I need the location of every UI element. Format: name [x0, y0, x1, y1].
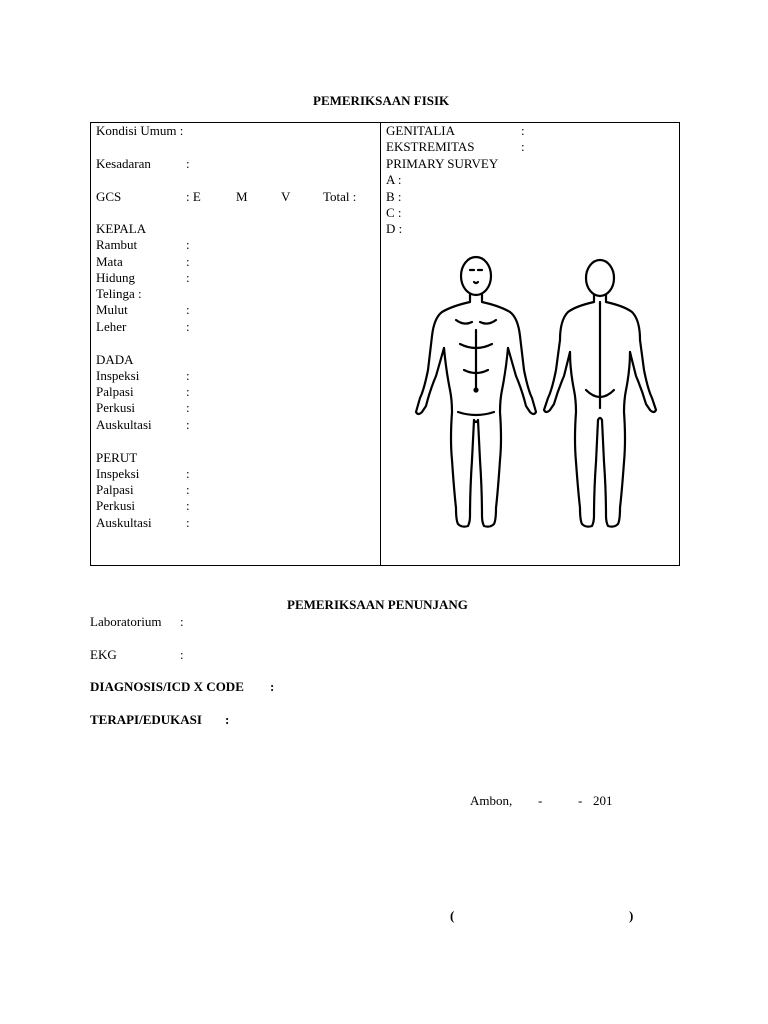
- perut-item-colon: :: [186, 482, 190, 497]
- survey-b-label: B :: [386, 189, 402, 204]
- dada-item-label: Palpasi: [96, 384, 134, 399]
- ekstremitas-colon: :: [521, 139, 525, 154]
- signature-open-paren: (: [450, 908, 455, 923]
- ekg-colon: :: [180, 647, 184, 662]
- dada-item-colon: :: [186, 417, 190, 432]
- dada-item-label: Perkusi: [96, 400, 135, 415]
- genitalia-label: GENITALIA: [386, 123, 455, 138]
- penunjang-title: PEMERIKSAAN PENUNJANG: [287, 597, 468, 612]
- signature-year: 201: [593, 793, 613, 808]
- dada-item-colon: :: [186, 368, 190, 383]
- dada-item-colon: :: [186, 400, 190, 415]
- body-back-figure: [544, 260, 656, 527]
- kepala-heading: KEPALA: [96, 221, 147, 236]
- kepala-item-label: Telinga :: [96, 286, 142, 301]
- kepala-item-colon: :: [186, 237, 190, 252]
- perut-item-label: Auskultasi: [96, 515, 152, 530]
- gcs-m: M: [236, 189, 248, 204]
- signature-close-paren: ): [629, 908, 634, 923]
- table-divider: [380, 122, 381, 566]
- diagnosis-label: DIAGNOSIS/ICD X CODE: [90, 679, 244, 694]
- signature-date-dash: -: [578, 793, 583, 808]
- kesadaran-label: Kesadaran: [96, 156, 151, 171]
- kepala-item-colon: :: [186, 270, 190, 285]
- perut-heading: PERUT: [96, 450, 138, 465]
- laboratorium-label: Laboratorium: [90, 614, 162, 629]
- survey-a-label: A :: [386, 172, 402, 187]
- diagnosis-colon: :: [270, 679, 275, 694]
- kepala-item-label: Leher: [96, 319, 127, 334]
- survey-c-label: C :: [386, 205, 402, 220]
- body-front-figure: [416, 257, 536, 527]
- signature-place: Ambon,: [470, 793, 513, 808]
- gcs-label: GCS: [96, 189, 122, 204]
- kepala-item-label: Mulut: [96, 302, 128, 317]
- kepala-item-colon: :: [186, 319, 190, 334]
- dada-heading: DADA: [96, 352, 134, 367]
- laboratorium-colon: :: [180, 614, 184, 629]
- gcs-e: : E: [186, 189, 201, 204]
- terapi-label: TERAPI/EDUKASI: [90, 712, 202, 727]
- perut-item-colon: :: [186, 515, 190, 530]
- ekg-label: EKG: [90, 647, 117, 662]
- perut-item-label: Perkusi: [96, 498, 135, 513]
- signature-date-dash: -: [538, 793, 543, 808]
- ekstremitas-label: EKSTREMITAS: [386, 139, 475, 154]
- gcs-total: Total :: [323, 189, 357, 204]
- perut-item-label: Inspeksi: [96, 466, 140, 481]
- genitalia-colon: :: [521, 123, 525, 138]
- terapi-colon: :: [225, 712, 230, 727]
- kesadaran-colon: :: [186, 156, 190, 171]
- kepala-item-label: Hidung: [96, 270, 135, 285]
- kepala-item-label: Mata: [96, 254, 123, 269]
- human-body-front-back-icon: [400, 240, 676, 562]
- primary-survey-label: PRIMARY SURVEY: [386, 156, 499, 171]
- dada-item-colon: :: [186, 384, 190, 399]
- gcs-v: V: [281, 189, 291, 204]
- perut-item-colon: :: [186, 466, 190, 481]
- perut-item-label: Palpasi: [96, 482, 134, 497]
- survey-d-label: D :: [386, 221, 403, 236]
- kepala-item-colon: :: [186, 302, 190, 317]
- dada-item-label: Auskultasi: [96, 417, 152, 432]
- page-title: PEMERIKSAAN FISIK: [313, 93, 450, 108]
- dada-item-label: Inspeksi: [96, 368, 140, 383]
- kondisi-umum-label: Kondisi Umum :: [96, 123, 184, 138]
- perut-item-colon: :: [186, 498, 190, 513]
- kepala-item-colon: :: [186, 254, 190, 269]
- kepala-item-label: Rambut: [96, 237, 138, 252]
